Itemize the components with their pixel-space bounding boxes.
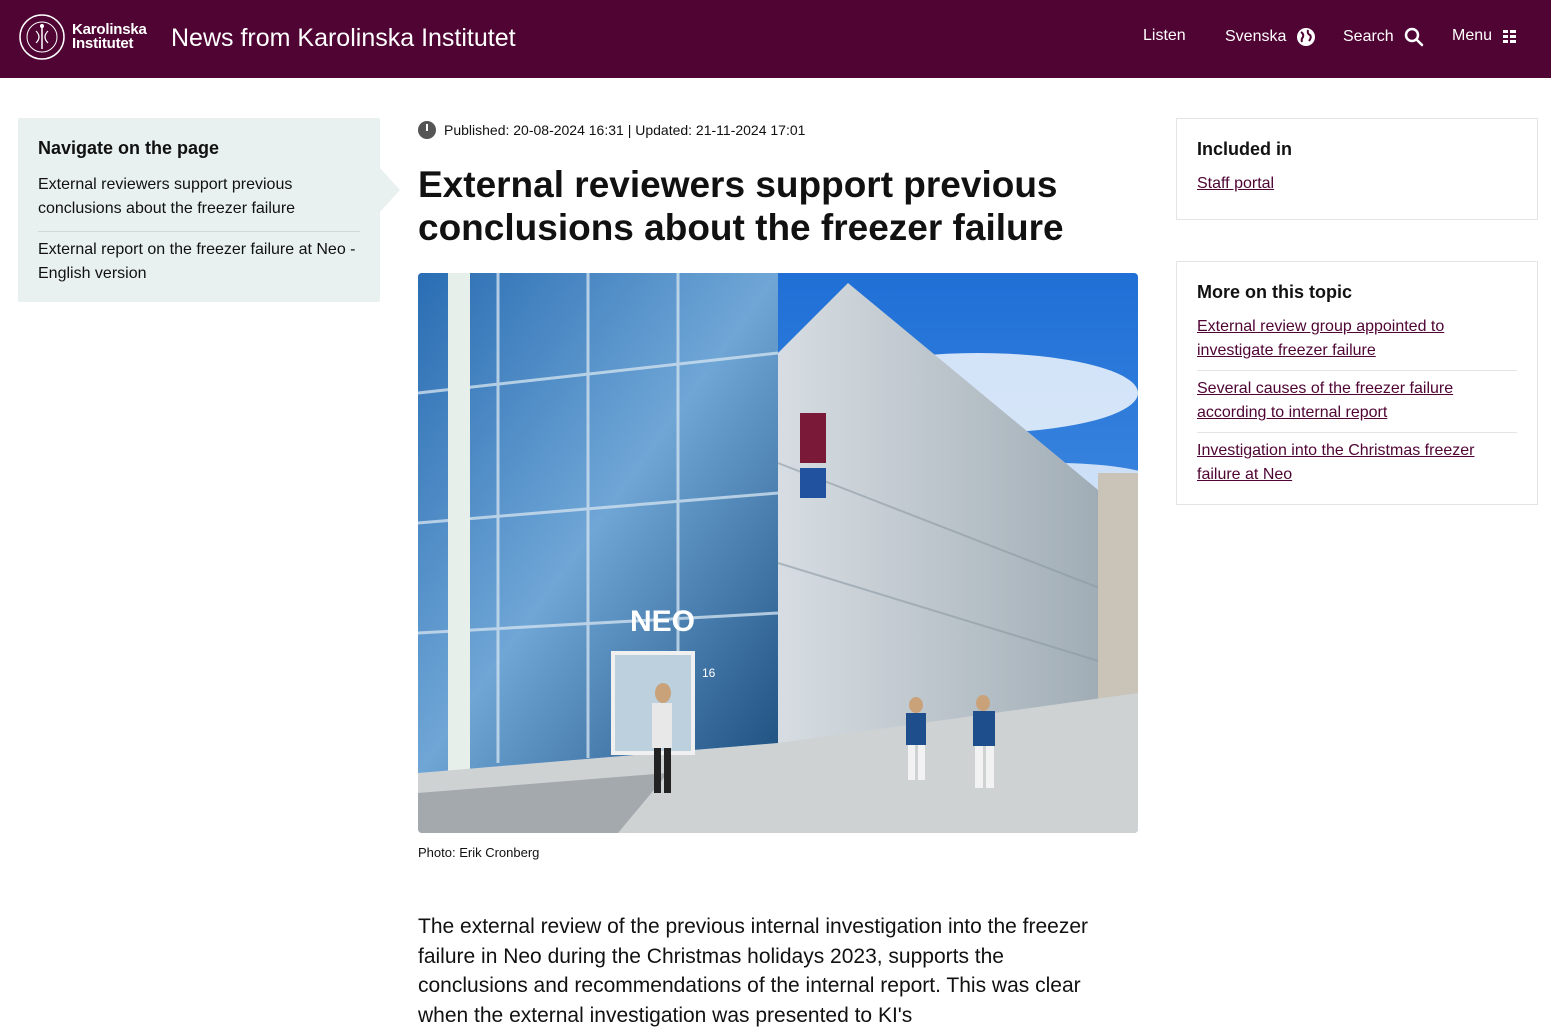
- publish-dates: Published: 20-08-2024 16:31 | Updated: 21-11-2024 17:01: [444, 122, 806, 138]
- article-lead: The external review of the previous internal investigation into the freezer failure in Neo during the Christmas holidays 2023, supports the conclusions and recommendations of the internal report. This was clear when the external investigation was presented to KI's: [418, 915, 1089, 1027]
- staff-portal-link[interactable]: Staff portal: [1197, 175, 1275, 192]
- related-article-link[interactable]: External review group appointed to investigate freezer failure: [1197, 318, 1445, 359]
- search-icon: [1404, 27, 1424, 47]
- ki-seal-icon: [18, 13, 66, 61]
- logo-line-1: Karolinska: [72, 21, 147, 38]
- related-article-link[interactable]: Investigation into the Christmas freezer failure at Neo: [1197, 432, 1517, 494]
- menu-button[interactable]: [1452, 27, 1518, 45]
- more-on-topic-title: More on this topic: [1197, 282, 1352, 302]
- menu-label: Menu: [1452, 27, 1493, 44]
- search-label: Search: [1343, 28, 1394, 45]
- included-in-title: Included in: [1197, 139, 1293, 159]
- page-navigation-title: Navigate on the page: [38, 138, 220, 158]
- toc-item[interactable]: External report on the freezer failure at Neo - English version: [38, 231, 360, 296]
- menu-grid-icon: [1502, 28, 1518, 44]
- toc-current-indicator: [380, 168, 400, 212]
- site-header: [0, 0, 1551, 78]
- more-on-topic-box: [1176, 261, 1538, 505]
- language-label: Svenska: [1225, 28, 1287, 45]
- neo-sign: NEO: [630, 605, 696, 638]
- article-meta: [418, 121, 805, 139]
- clock-icon: [418, 121, 436, 139]
- listen-label: Listen: [1143, 27, 1186, 44]
- related-article-link[interactable]: Several causes of the freezer failure according to internal report: [1197, 370, 1517, 432]
- article-headline: External reviewers support previous conclusions about the freezer failure: [418, 164, 1064, 248]
- logo-wordmark: [72, 23, 147, 51]
- language-button[interactable]: [1225, 27, 1316, 47]
- ki-logo[interactable]: [18, 13, 147, 61]
- site-title[interactable]: News from Karolinska Institutet: [171, 24, 516, 52]
- listen-button[interactable]: [1143, 27, 1186, 45]
- page-navigation: [18, 118, 380, 302]
- included-in-box: [1176, 118, 1538, 220]
- article-photo: [418, 273, 1138, 833]
- search-button[interactable]: [1343, 27, 1424, 47]
- globe-icon: [1296, 27, 1316, 47]
- toc-item[interactable]: External reviewers support previous conclusions about the freezer failure: [38, 176, 296, 217]
- door-number: 16: [702, 666, 716, 680]
- neo-building-image: [418, 273, 1138, 833]
- logo-line-2: Institutet: [72, 35, 134, 52]
- photo-caption: Photo: Erik Cronberg: [418, 845, 540, 860]
